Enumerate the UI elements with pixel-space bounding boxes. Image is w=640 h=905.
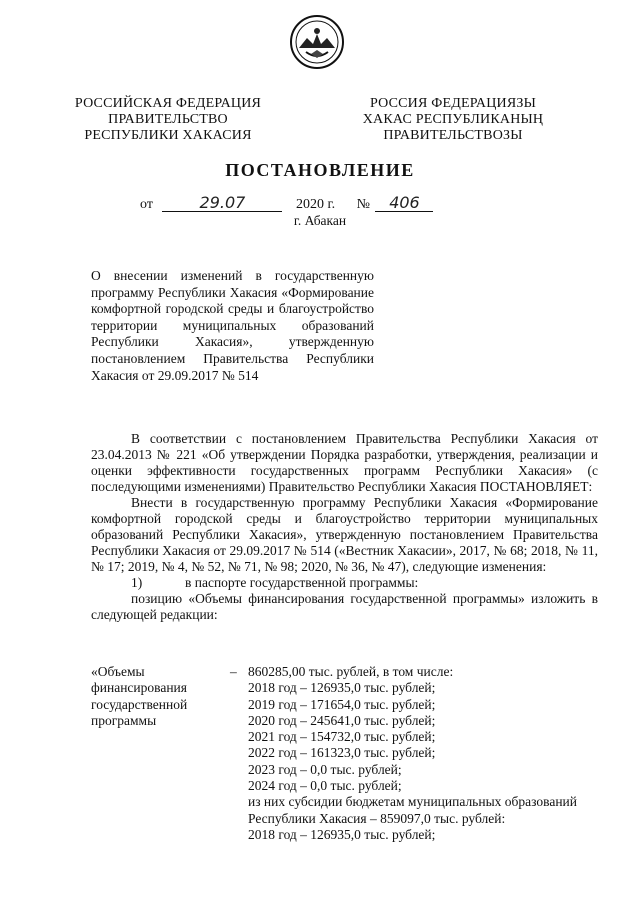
header-right-line-2: ХАКАС РЕСПУБЛИКАНЫҢ <box>362 112 544 127</box>
financing-value-line: 2020 год – 245641,0 тыс. рублей; <box>248 712 436 728</box>
document-title: ПОСТАНОВЛЕНИЕ <box>225 160 415 180</box>
header-left-line-2: ПРАВИТЕЛЬСТВО <box>108 112 228 127</box>
document-number: 406 <box>375 195 433 212</box>
financing-value-line: 2024 год – 0,0 тыс. рублей; <box>248 778 402 794</box>
date-prefix: от <box>140 197 153 212</box>
financing-value-line: 2023 год – 0,0 тыс. рублей; <box>248 761 402 777</box>
financing-label-line: финансирования <box>91 680 187 696</box>
header-right-block <box>348 96 558 144</box>
financing-value-line: 2018 год – 126935,0 тыс. рублей; <box>248 826 436 842</box>
financing-value-line: 860285,00 тыс. рублей, в том числе: <box>248 664 454 679</box>
header-left-block <box>68 96 268 144</box>
financing-value-line: 2021 год – 154732,0 тыс. рублей; <box>248 729 436 745</box>
financing-value-line: 2022 год – 161323,0 тыс. рублей; <box>248 745 436 761</box>
coat-of-arms-emblem <box>289 14 345 70</box>
list-item-text: в паспорте государственной программы: <box>185 575 419 590</box>
number-label: № <box>356 197 370 212</box>
document-subject: О внесении изменений в государственную программу Республики Хакасия «Формирование комфортной городской среды и благоустройство территории муниципальных образований Республики Хакасия», утвержденную постановлением Правительства Республики Хакасия от 29.09.2017 № 514 <box>91 268 374 383</box>
header-right-line-3: ПРАВИТЕЛЬСТВОЗЫ <box>383 128 523 143</box>
header-left-line-3: РЕСПУБЛИКИ ХАКАСИЯ <box>84 128 252 143</box>
list-item-1 <box>91 575 598 591</box>
paragraph-position: позицию «Объемы финансирования государственной программы» изложить в следующей редакции: <box>91 591 598 622</box>
date-number-line <box>140 195 480 213</box>
financing-value-line: Республики Хакасия – 859097,0 тыс. рублей: <box>248 810 506 826</box>
financing-dash: – <box>230 664 237 679</box>
financing-label-line: государственной <box>91 696 188 712</box>
date-value: 29.07 <box>162 195 282 212</box>
financing-label-column <box>91 664 221 729</box>
header-left-line-1: РОССИЙСКАЯ ФЕДЕРАЦИЯ <box>74 96 262 111</box>
paragraph-preamble: В соответствии с постановлением Правительства Республики Хакасия от 23.04.2013 № 221 «Об утверждении Порядка разработки, утверждения, реализации и оценки эффективности государственных программ Республики Хакасия» (с последующими изменениями) Правительство Республики Хакасия ПОСТАНОВЛЯЕТ: <box>91 431 598 494</box>
financing-value-line: 2019 год – 171654,0 тыс. рублей; <box>248 696 436 712</box>
city-label: г. Абакан <box>293 213 347 228</box>
body-text <box>91 431 598 623</box>
paragraph-amendments: Внести в государственную программу Республики Хакасия «Формирование комфортной городской среды и благоустройство территории муниципальных образований Республики Хакасия», утвержденную постановлением Правительства Республики Хакасия от 29.09.2017 № 514 («Вестник Хакасии», 2017, № 68; 2018, № 11, № 17; 2019, № 4, № 52, № 71, № 98; 2020, № 36, № 47), следующие изменения: <box>91 495 598 574</box>
financing-value-line: 2018 год – 126935,0 тыс. рублей; <box>248 680 436 696</box>
year-label: 2020 г. <box>295 197 336 212</box>
financing-label-line: программы <box>91 712 157 728</box>
financing-value-line: из них субсидии бюджетам муниципальных образований <box>248 794 577 810</box>
financing-values-column <box>248 664 598 843</box>
header-right-line-1: РОССИЯ ФЕДЕРАЦИЯЗЫ <box>369 96 537 111</box>
financing-label-line: «Объемы <box>91 664 145 679</box>
list-item-number: 1) <box>131 575 143 590</box>
